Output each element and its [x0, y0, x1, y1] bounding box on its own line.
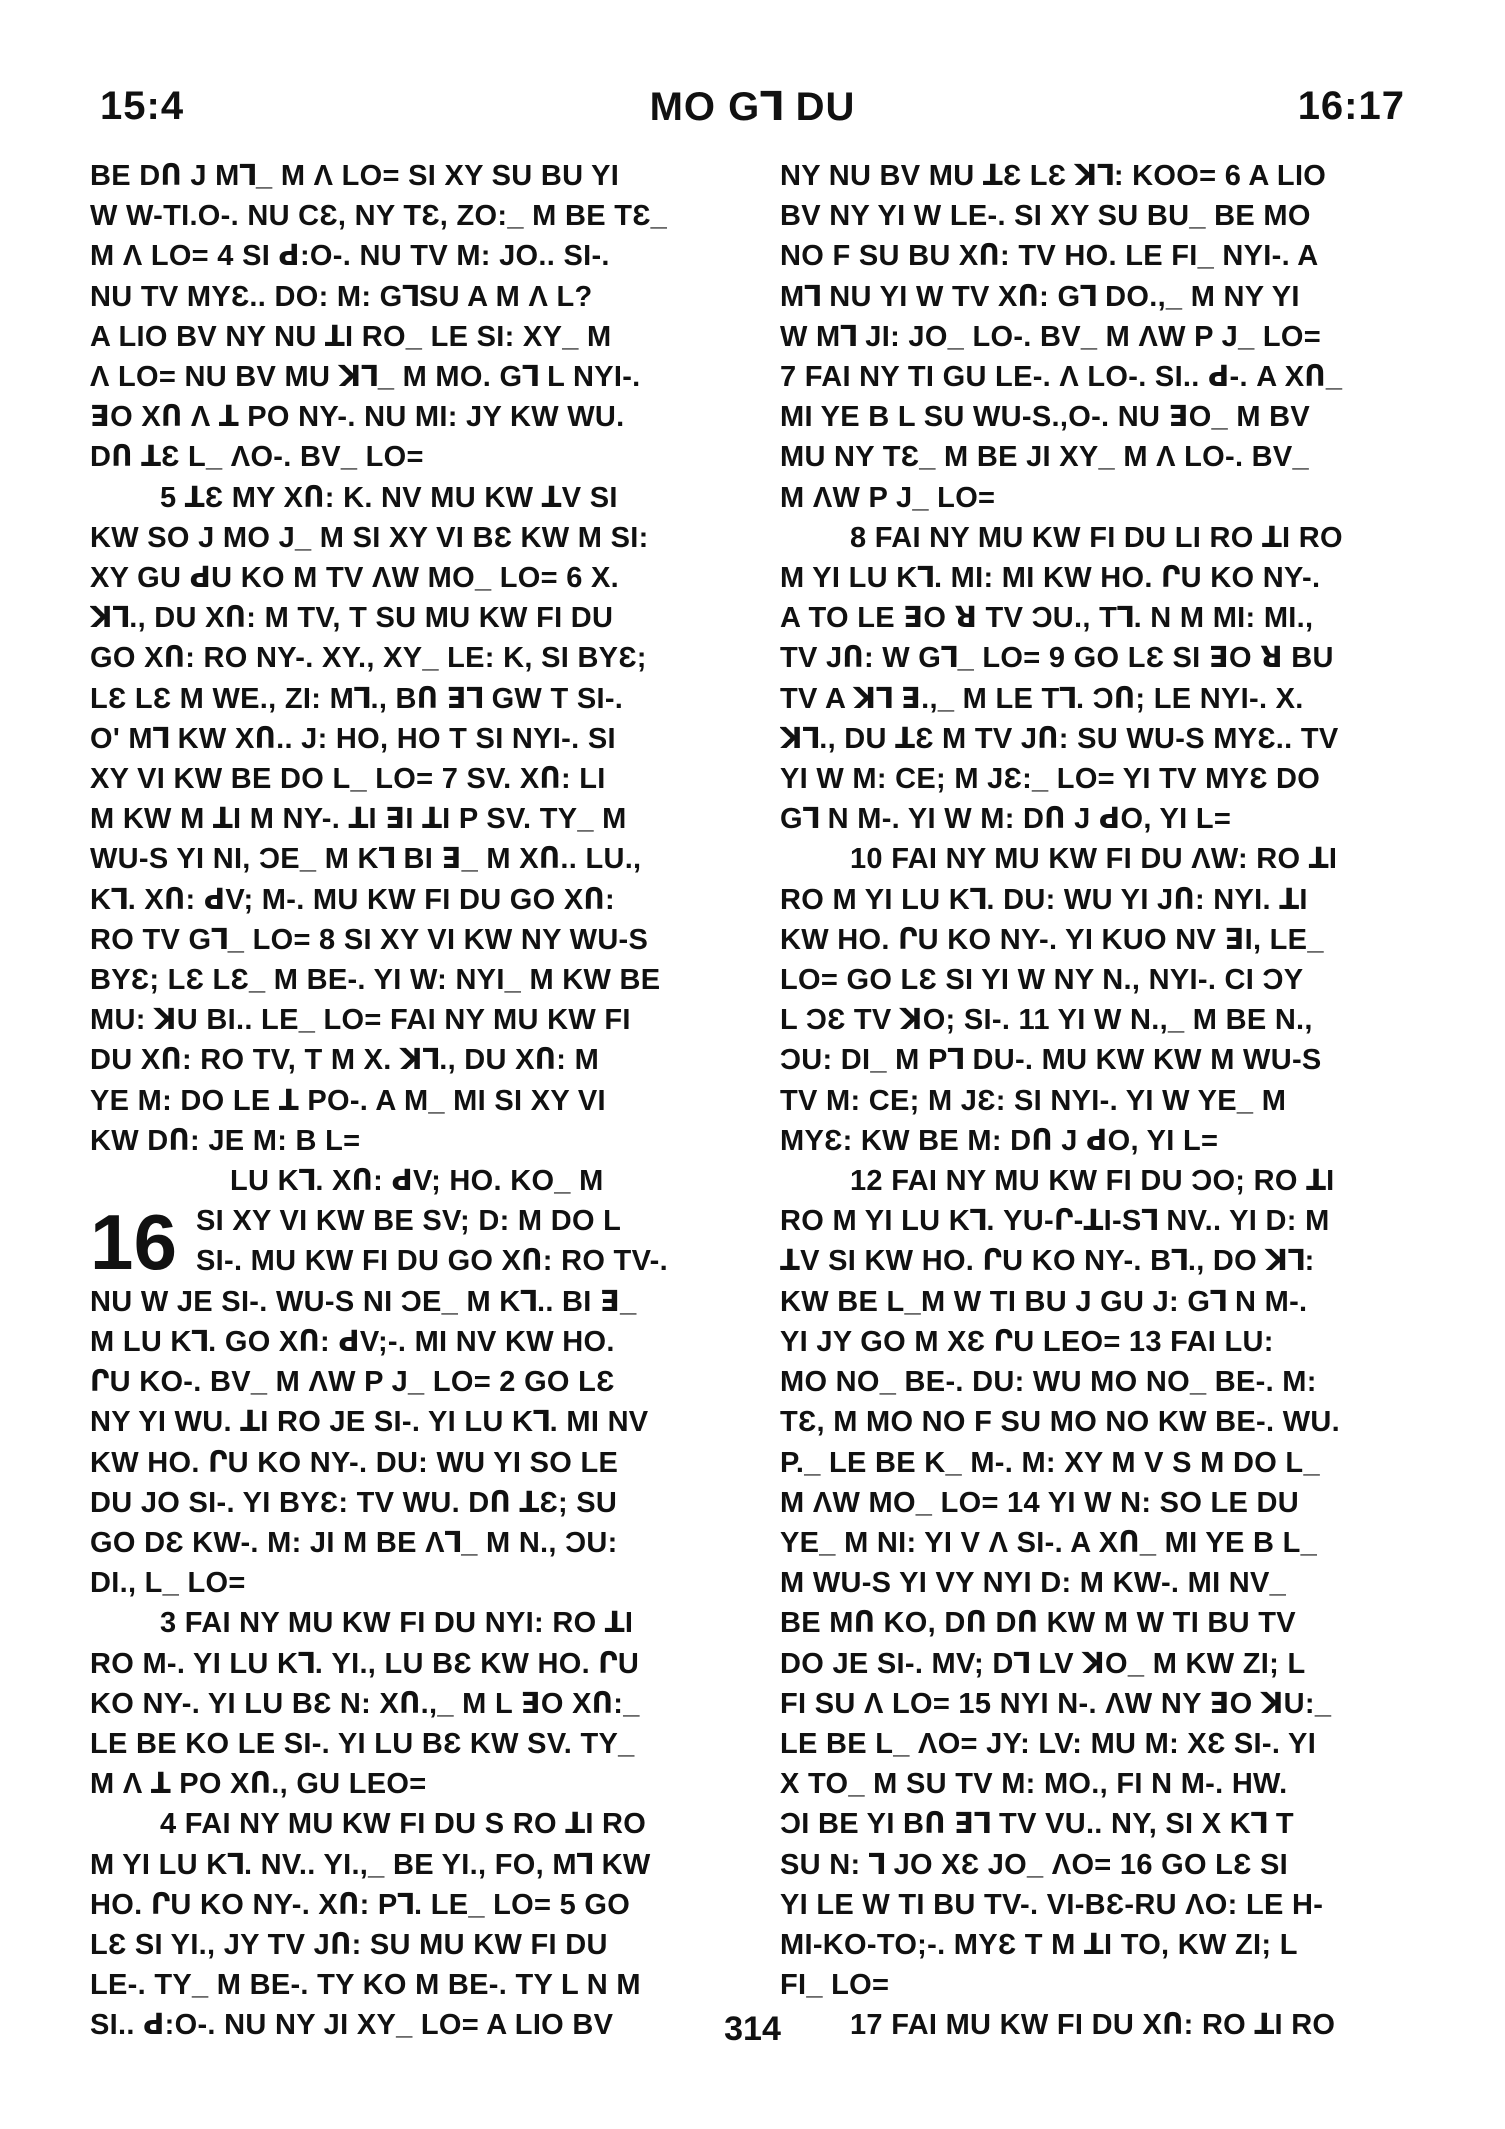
- text-line: BV NY YI W LE-. SI XY SU BU_ BE MO: [780, 200, 1311, 233]
- text-line: 12 FAI NY MU KW FI DU ƆO; RO ꓕI: [850, 1165, 1335, 1198]
- text-line: LO= GO LƐ SI YI W NY N., NYI-. CI ƆY: [780, 964, 1304, 997]
- text-line: O' Mꓶ KW XՈ.. J: HO, HO T SI NYI-. SI: [90, 722, 616, 755]
- text-line: SI-. MU KW FI DU GO XՈ: RO TV-.: [196, 1245, 668, 1278]
- text-line: TV JՈ: W Gꓶ_ LO= 9 GO LƐ SI ꓱO ꓤ BU: [780, 642, 1334, 675]
- text-line: BYƐ; LƐ LƐ_ M BE-. YI W: NYI_ M KW BE: [90, 964, 661, 997]
- text-line: KW DՈ: JE M: B L=: [90, 1124, 361, 1157]
- text-line: Mꓶ NU YI W TV XՈ: Gꓶ DO.,_ M NY YI: [780, 280, 1300, 313]
- text-line: RO M YI LU Kꓶ. YU-Ր-ꓕI-Sꓶ NV.. YI D: M: [780, 1205, 1330, 1238]
- text-line: A LIO BV NY NU ꓕI RO_ LE SI: XY_ M: [90, 320, 612, 353]
- text-line: 5 ꓕƐ MY XՈ: K. NV MU KW ꓕV SI: [160, 481, 618, 514]
- text-line: M ΛW P J_ LO=: [780, 481, 996, 514]
- text-line: ꓘꓶ., DU XՈ: M TV, T SU MU KW FI DU: [90, 602, 614, 635]
- text-line: GO DƐ KW-. M: JI M BE Λꓶ_ M N., ƆU:: [90, 1526, 618, 1559]
- chapter-16-lines: [90, 1198, 732, 2045]
- text-line: MYƐ: KW BE M: DՈ J ꓒO, YI L=: [780, 1124, 1219, 1157]
- text-line: YE_ M NI: YI V Λ SI-. A XՈ_ MI YE B L_: [780, 1526, 1318, 1559]
- text-line: LE-. TY_ M BE-. TY KO M BE-. TY L N M: [90, 1969, 641, 2002]
- text-line: M KW M ꓕI M NY-. ꓕI ꓱI ꓕI P SV. TY_ M: [90, 803, 627, 836]
- text-line: YI LE W TI BU TV-. VI-BƐ-RU ΛO: LE H-: [780, 1888, 1324, 1921]
- header-chapter-verse-end: 16:17: [1297, 84, 1405, 128]
- text-line: ꓘꓶ., DU ꓕƐ M TV JՈ: SU WU-S MYƐ.. TV: [780, 722, 1339, 755]
- text-line: TV A ꓘꓶ ꓱ.,_ M LE Tꓶ. ƆՈ; LE NYI-. X.: [780, 682, 1304, 715]
- text-line: BE MՈ KO, DՈ DՈ KW M W TI BU TV: [780, 1607, 1296, 1640]
- text-line: NY YI WU. ꓕI RO JE SI-. YI LU Kꓶ. MI NV: [90, 1406, 649, 1439]
- text-line: M YI LU Kꓶ. NV.. YI.,_ BE YI., FO, Mꓶ KW: [90, 1848, 651, 1881]
- chapter-number: 16: [90, 1198, 178, 1287]
- text-line: 4 FAI NY MU KW FI DU S RO ꓕI RO: [160, 1808, 647, 1841]
- text-line: GO XՈ: RO NY-. XY., XY_ LE: K, SI BYƐ;: [90, 642, 647, 675]
- text-line: XY GU ꓒU KO M TV ΛW MO_ LO= 6 X.: [90, 562, 620, 595]
- text-line: MO NO_ BE-. DU: WU MO NO_ BE-. M:: [780, 1366, 1317, 1399]
- text-line: NY NU BV MU ꓕƐ LƐ ꓘꓶ: KOO= 6 A LIO: [780, 160, 1327, 192]
- text-line: XY VI KW BE DO L_ LO= 7 SV. XՈ: LI: [90, 763, 606, 796]
- text-line: W W-TI.O-. NU CƐ, NY TƐ, ZO:_ M BE TƐ_: [90, 200, 668, 233]
- text-line: DU JO SI-. YI BYƐ: TV WU. DՈ ꓕƐ; SU: [90, 1486, 618, 1519]
- page-number: 314: [724, 2010, 781, 2048]
- text-line: SI XY VI KW BE SV; D: M DO L: [196, 1205, 622, 1238]
- text-line: TƐ, M MO NO F SU MO NO KW BE-. WU.: [780, 1406, 1340, 1439]
- header-chapter-verse-start: 15:4: [100, 84, 185, 128]
- text-line: RO M YI LU Kꓶ. DU: WU YI JՈ: NYI. ꓕI: [780, 883, 1308, 916]
- text-line: ꓕV SI KW HO. ՐU KO NY-. Bꓶ., DO ꓘꓶ:: [780, 1245, 1315, 1278]
- header-book-title: MO Gꓶ DU: [649, 85, 856, 129]
- section-heading: LU Kꓶ. XՈ: ꓒV; HO. KO_ M: [230, 1165, 604, 1198]
- text-line: NO F SU BU XՈ: TV HO. LE FI_ NYI-. A: [780, 240, 1319, 273]
- text-line: A TO LE ꓱO ꓤ TV ƆU., Tꓶ. N M MI: MI.,: [780, 602, 1314, 635]
- text-line: Gꓶ N M-. YI W M: DՈ J ꓒO, YI L=: [780, 803, 1232, 836]
- text-line: HO. ՐU KO NY-. XՈ: Pꓶ. LE_ LO= 5 GO: [90, 1888, 631, 1921]
- text-line: M Λ ꓕ PO XՈ., GU LEO=: [90, 1768, 427, 1801]
- text-line: M YI LU Kꓶ. MI: MI KW HO. ՐU KO NY-.: [780, 562, 1321, 595]
- text-line: Kꓶ. XՈ: ꓒV; M-. MU KW FI DU GO XՈ:: [90, 883, 615, 916]
- right-text-column: [780, 156, 1422, 2046]
- text-line: P._ LE BE K_ M-. M: XY M V S M DO L_: [780, 1446, 1320, 1479]
- text-line: LE BE KO LE SI-. YI LU BƐ KW SV. TY_: [90, 1727, 635, 1760]
- text-line: NU W JE SI-. WU-S NI ƆE_ M Kꓶ.. BI ꓱ_: [90, 1285, 637, 1318]
- text-line: NU TV MYƐ.. DO: M: GꓶSU A M Λ L?: [90, 280, 593, 313]
- text-line: RO TV Gꓶ_ LO= 8 SI XY VI KW NY WU-S: [90, 923, 649, 956]
- text-line: DՈ ꓕƐ L_ ΛO-. BV_ LO=: [90, 441, 424, 474]
- text-line: 17 FAI MU KW FI DU XՈ: RO ꓕI RO: [850, 2009, 1336, 2042]
- text-line: BE DՈ J Mꓶ_ M Λ LO= SI XY SU BU YI: [90, 160, 620, 192]
- text-line: KO NY-. YI LU BƐ N: XՈ.,_ M L ꓱO XՈ:_: [90, 1687, 640, 1720]
- text-line: MI-KO-TO;-. MYƐ T M ꓕI TO, KW ZI; L: [780, 1928, 1298, 1961]
- text-line: 10 FAI NY MU KW FI DU ΛW: RO ꓕI: [850, 843, 1338, 876]
- text-line: ꓱO XՈ Λ ꓕ PO NY-. NU MI: JY KW WU.: [90, 401, 625, 434]
- text-line: YE M: DO LE ꓕ PO-. A M_ MI SI XY VI: [90, 1084, 606, 1117]
- text-line: ƆU: DI_ M Pꓶ DU-. MU KW KW M WU-S: [780, 1044, 1322, 1077]
- text-line: L ƆƐ TV ꓘO; SI-. 11 YI W N.,_ M BE N.,: [780, 1004, 1313, 1037]
- text-line: KW BE L_M W TI BU J GU J: Gꓶ N M-.: [780, 1285, 1308, 1318]
- chapter-block: [90, 1198, 732, 2045]
- text-line: M LU Kꓶ. GO XՈ: ꓒV;-. MI NV KW HO.: [90, 1325, 615, 1358]
- text-line: MU NY TƐ_ M BE JI XY_ M Λ LO-. BV_: [780, 441, 1309, 474]
- text-line: DI., L_ LO=: [90, 1567, 246, 1600]
- text-line: TV M: CE; M JƐ: SI NYI-. YI W YE_ M: [780, 1084, 1287, 1117]
- text-line: W Mꓶ JI: JO_ LO-. BV_ M ΛW P J_ LO=: [780, 320, 1321, 353]
- text-line: M ΛW MO_ LO= 14 YI W N: SO LE DU: [780, 1486, 1300, 1519]
- left-text-column: [90, 156, 732, 2046]
- left-column-lines: [90, 156, 732, 1161]
- text-line: DO JE SI-. MV; Dꓶ LV ꓘO_ M KW ZI; L: [780, 1647, 1306, 1680]
- right-column-lines: [780, 156, 1422, 2046]
- text-line: SU N: ꓶ JO XƐ JO_ ΛO= 16 GO LƐ SI: [780, 1848, 1289, 1881]
- text-line: FI_ LO=: [780, 1969, 890, 2002]
- text-line: X TO_ M SU TV M: MO., FI N M-. HW.: [780, 1768, 1288, 1801]
- text-line: 8 FAI NY MU KW FI DU LI RO ꓕI RO: [850, 521, 1343, 554]
- text-line: ƆI BE YI BՈ ꓱꓶ TV VU.. NY, SI X Kꓶ T: [780, 1808, 1294, 1841]
- text-line: MI YE B L SU WU-S.,O-. NU ꓱO_ M BV: [780, 401, 1311, 434]
- text-line: KW HO. ՐU KO NY-. YI KUO NV ꓱI, LE_: [780, 923, 1324, 956]
- text-line: MU: ꓘU BI.. LE_ LO= FAI NY MU KW FI: [90, 1004, 631, 1037]
- text-line: 7 FAI NY TI GU LE-. Λ LO-. SI.. ꓒ-. A XՈ_: [780, 361, 1343, 394]
- text-line: YI W M: CE; M JƐ:_ LO= YI TV MYƐ DO: [780, 763, 1321, 796]
- text-line: KW SO J MO J_ M SI XY VI BƐ KW M SI:: [90, 521, 649, 554]
- text-line: SI.. ꓒ:O-. NU NY JI XY_ LO= A LIO BV: [90, 2009, 614, 2042]
- text-line: LE BE L_ ΛO= JY: LV: MU M: XƐ SI-. YI: [780, 1727, 1317, 1760]
- text-line: LƐ LƐ M WE., ZI: Mꓶ., BՈ ꓱꓶ GW T SI-.: [90, 682, 624, 715]
- text-line: M WU-S YI VY NYI D: M KW-. MI NV_: [780, 1567, 1287, 1600]
- text-line: RO M-. YI LU Kꓶ. YI., LU BƐ KW HO. ՐU: [90, 1647, 640, 1680]
- text-line: Λ LO= NU BV MU ꓘꓶ_ M MO. Gꓶ L NYI-.: [90, 361, 641, 394]
- text-line: LƐ SI YI., JY TV JՈ: SU MU KW FI DU: [90, 1928, 608, 1961]
- text-line: KW HO. ՐU KO NY-. DU: WU YI SO LE: [90, 1446, 619, 1479]
- text-line: WU-S YI NI, ƆE_ M Kꓶ BI ꓱ_ M XՈ.. LU.,: [90, 843, 642, 876]
- text-line: DU XՈ: RO TV, T M X. ꓘꓶ., DU XՈ: M: [90, 1044, 600, 1077]
- text-line: ՐU KO-. BV_ M ΛW P J_ LO= 2 GO LƐ: [90, 1366, 615, 1399]
- text-line: M Λ LO= 4 SI ꓒ:O-. NU TV M: JO.. SI-.: [90, 240, 610, 273]
- text-line: 3 FAI NY MU KW FI DU NYI: RO ꓕI: [160, 1607, 634, 1640]
- text-line: FI SU Λ LO= 15 NYI N-. ΛW NY ꓱO ꓘU:_: [780, 1687, 1332, 1720]
- text-line: YI JY GO M XƐ ՐU LEO= 13 FAI LU:: [780, 1325, 1274, 1358]
